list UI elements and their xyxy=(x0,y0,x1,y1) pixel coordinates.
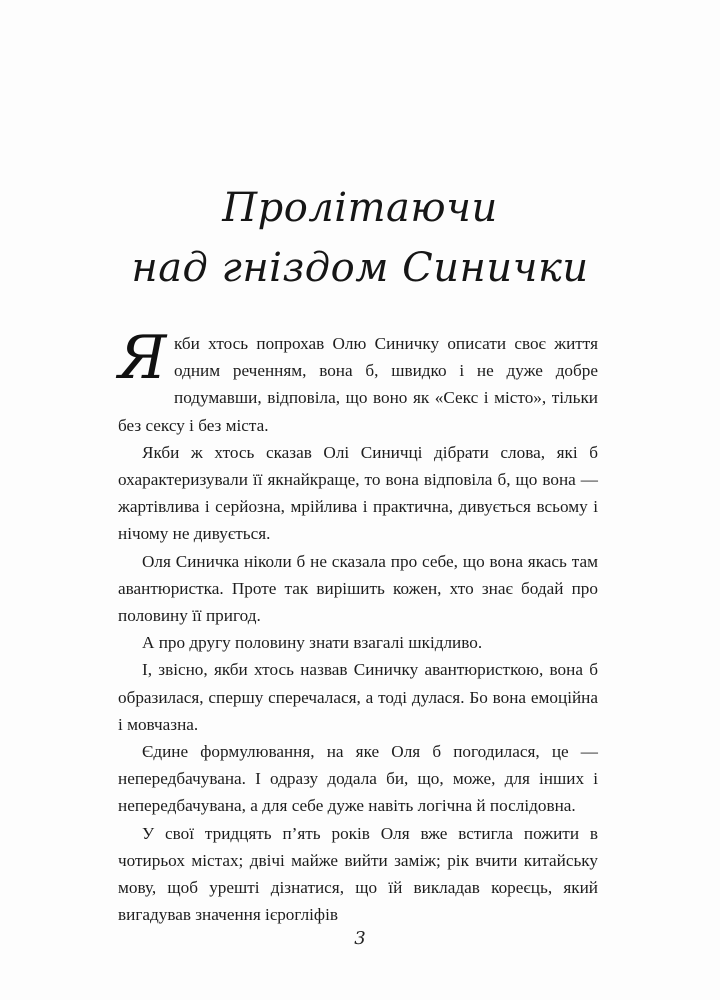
chapter-title-line-1: Пролітаючи xyxy=(222,185,498,231)
paragraph: А про другу половину знати взагалі шкідливо. xyxy=(142,633,483,653)
chapter-title xyxy=(0,178,720,298)
page-number: 3 xyxy=(354,928,366,949)
chapter-body xyxy=(118,323,598,928)
drop-cap: Я xyxy=(118,323,167,393)
paragraph xyxy=(118,323,598,439)
paragraph: У свої тридцять п’ять років Оля вже встигла пожити в чотирьох містах; двічі майже вийти заміж; рік вчити китайську мову, щоб урешті дізнатися, що їй викладав кореєць, який вигадував значення ієрогліфів xyxy=(118,823,598,925)
chapter-title-line-2: над гніздом Синички xyxy=(131,245,589,291)
paragraph: Оля Синичка ніколи б не сказала про себе, що вона якась там авантюристка. Проте так вирішить кожен, хто знає бодай про половину її пригод. xyxy=(118,551,598,626)
paragraph-text: кби хтось попрохав Олю Синичку описати своє життя одним реченням, вона б, швидко і не дуже добре подумавши, відповіла, що воно як «Секс і місто», тільки без сексу і без міста. xyxy=(118,334,598,435)
paragraph: Єдине формулювання, на яке Оля б погодилася, це — непередбачувана. І одразу додала би, що, може, для інших і непередбачувана, а для себе дуже навіть логічна й послідовна. xyxy=(118,742,598,816)
paragraph: Якби ж хтось сказав Олі Синичці дібрати слова, які б охарактеризували її якнайкраще, то вона відповіла б, що вона — жартівлива і серйозна, мрійлива і практична, дивується всьому і нічому не дивується. xyxy=(118,442,598,544)
paragraph: І, звісно, якби хтось назвав Синичку авантюристкою, вона б образилася, спершу сперечалася, а тоді дулася. Бо вона емоційна і мовчазна. xyxy=(118,660,598,734)
